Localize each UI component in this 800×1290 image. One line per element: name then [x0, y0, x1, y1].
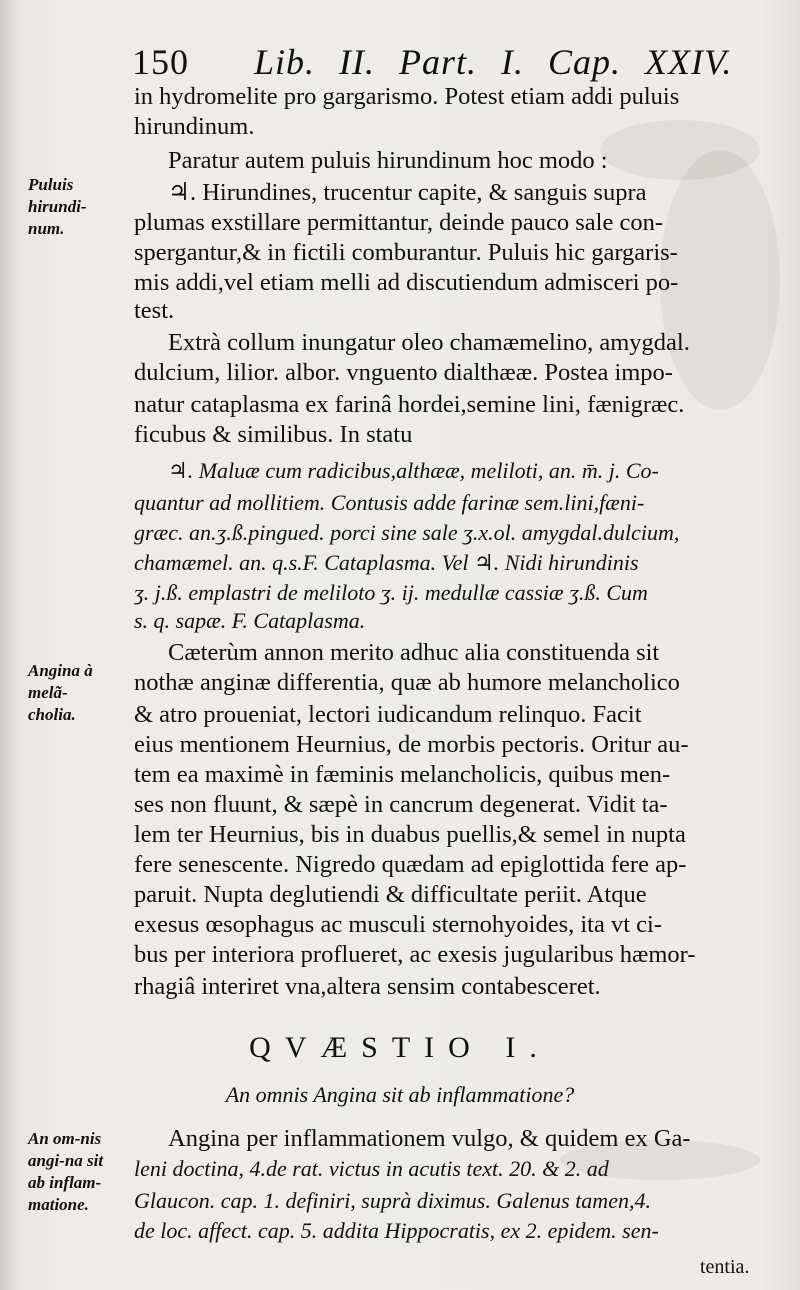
text-line: eius mentionem Heurnius, de morbis pectoris. Oritur au-: [134, 731, 689, 758]
text-line: Glaucon. cap. 1. definiri, suprà diximus. Galenus tamen,4.: [134, 1188, 651, 1213]
text-line: test.: [134, 297, 175, 324]
catchword: tentia.: [700, 1256, 750, 1278]
text-line: græc. an.ʒ.ß.pingued. porci sine sale ʒ.x.ol. amygdal.dulcium,: [134, 520, 680, 545]
text-line: & atro proueniat, lectori iudicandum relinquo. Facit: [134, 701, 642, 728]
margin-note-angina-melancholia: Angina à melã-cholia.: [28, 661, 93, 724]
text-line: Paratur autem puluis hirundinum hoc modo :: [168, 147, 608, 174]
margin-note-puluis: Puluis hirundi-num.: [28, 175, 87, 238]
text-line: ficubus & similibus. In statu: [134, 421, 413, 448]
text-line: Cæterùm annon merito adhuc alia constituenda sit: [168, 639, 660, 666]
text-line: de loc. affect. cap. 5. addita Hippocratis, ex 2. epidem. sen-: [134, 1218, 659, 1243]
text-line: spergantur,& in fictili comburantur. Puluis hic gargaris-: [134, 239, 678, 266]
text-line: ʒ. j.ß. emplastri de meliloto ʒ. ij. medullæ cassiæ ʒ.ß. Cum: [134, 580, 648, 605]
text-line: nothæ anginæ differentia, quæ ab humore melancholico: [134, 669, 680, 696]
text-line: mis addi,vel etiam melli ad discutiendum admisceri po-: [134, 269, 679, 296]
section-heading: QVÆSTIO I.: [249, 1031, 551, 1064]
text-line: Extrà collum inungatur oleo chamæmelino, amygdal.: [168, 329, 690, 356]
text-line: hirundinum.: [134, 113, 255, 140]
text-line: ♃. Maluæ cum radicibus,althææ, meliloti, an. m̄. j. Co-: [168, 458, 659, 483]
text-line: leni doctina, 4.de rat. victus in acutis text. 20. & 2. ad: [134, 1156, 609, 1181]
page-number: 150: [132, 42, 189, 82]
text-line: tem ea maximè in fæminis melancholicis, quibus men-: [134, 761, 671, 788]
text-line: ses non fluunt, & sæpè in cancrum degenerat. Vidit ta-: [134, 791, 668, 818]
section-question: An omnis Angina sit ab inflammatione?: [225, 1082, 575, 1107]
text-line: paruit. Nupta deglutiendi & difficultate periit. Atque: [134, 881, 647, 908]
text-line: Angina per inflammationem vulgo, & quidem ex Ga-: [168, 1125, 691, 1152]
page-header: [132, 40, 772, 84]
text-line: rhagiâ interiret vna,altera sensim contabesceret.: [134, 973, 601, 1000]
text-line: plumas exstillare permittantur, deinde pauco sale con-: [134, 209, 663, 236]
text-line: exesus œsophagus ac musculi sternohyoides, ita vt ci-: [134, 911, 663, 938]
text-line: ♃. Hirundines, trucentur capite, & sanguis supra: [168, 179, 647, 206]
text-line: lem ter Heurnius, bis in duabus puellis,& semel in nupta: [134, 821, 686, 848]
text-line: dulcium, lilior. albor. vnguento dialthææ. Postea impo-: [134, 359, 673, 386]
text-line: quantur ad mollitiem. Contusis adde farinæ sem.lini,fæni-: [134, 490, 645, 515]
text-line: fere senescente. Nigredo quædam ad epiglottida fere ap-: [134, 851, 687, 878]
text-line: natur cataplasma ex farinâ hordei,semine lini, fænigræc.: [134, 391, 685, 418]
running-title: Lib. II. Part. I. Cap. XXIV.: [254, 42, 733, 82]
text-line: s. q. sapæ. F. Cataplasma.: [134, 608, 366, 633]
text-line: chamæmel. an. q.s.F. Cataplasma. Vel ♃. Nidi hirundinis: [134, 550, 639, 575]
text-line: in hydromelite pro gargarismo. Potest etiam addi puluis: [134, 83, 680, 110]
text-line: bus per interiora proflueret, ac exesis jugularibus hæmor-: [134, 941, 696, 968]
margin-note-an-omnis-angina: An om-nis angi-na sit ab inflam-matione.: [28, 1129, 104, 1214]
